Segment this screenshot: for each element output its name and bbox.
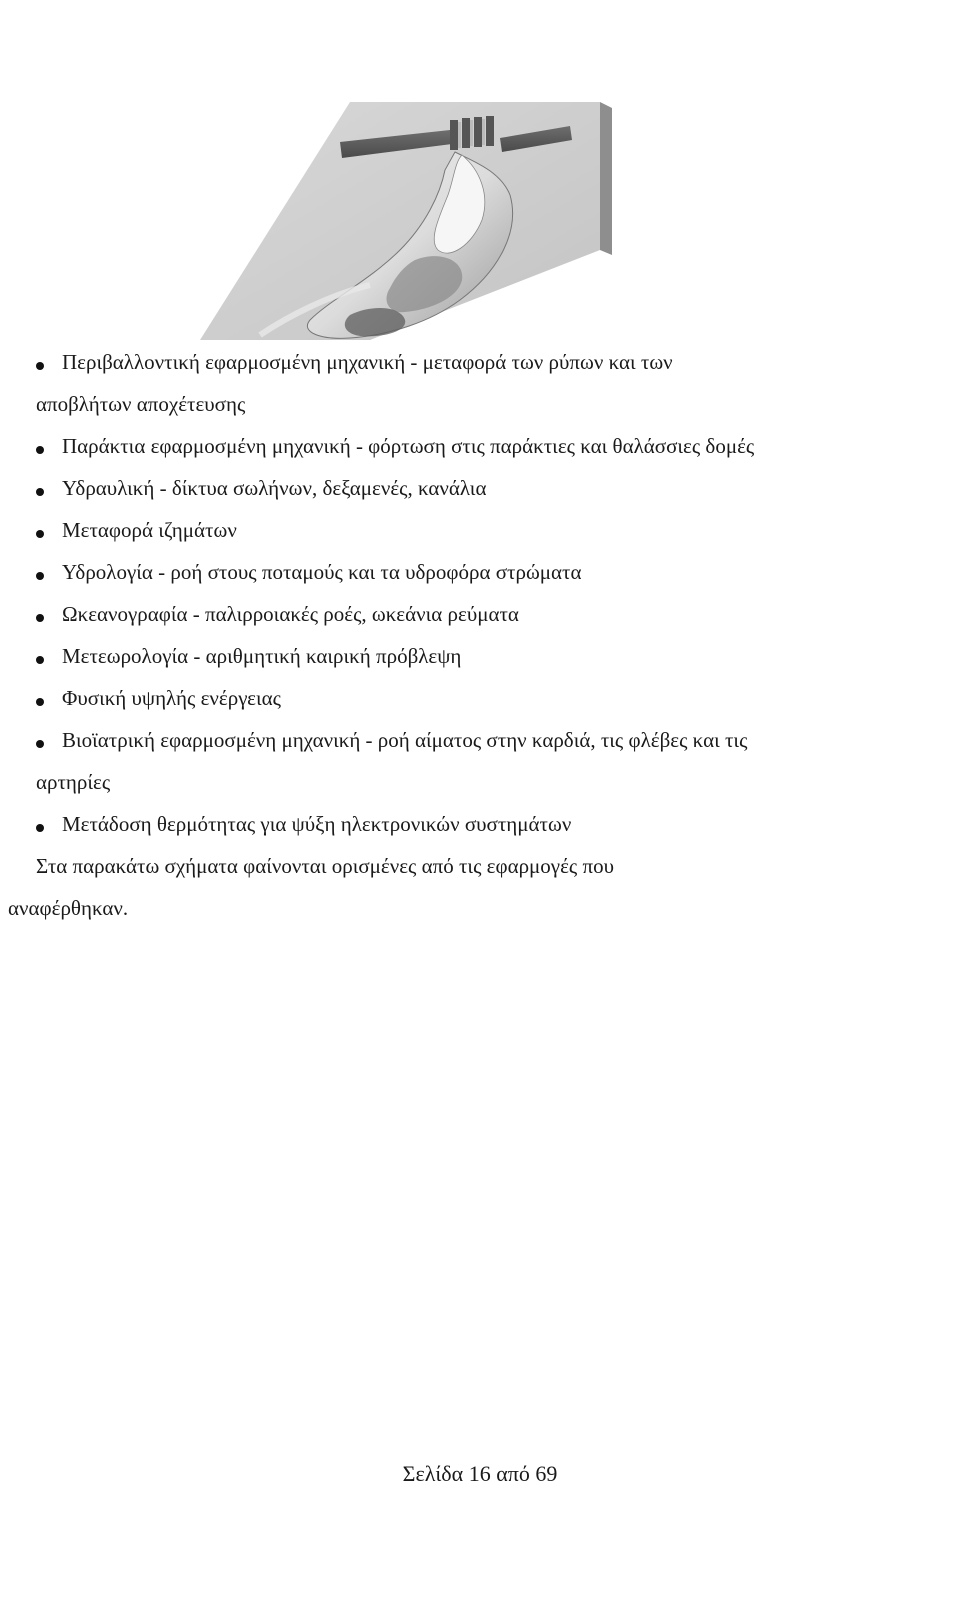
bullet-icon	[36, 824, 44, 832]
list-item-text: Μετάδοση θερμότητας για ψύξη ηλεκτρονικών συστημάτων	[62, 812, 572, 836]
list-item	[36, 520, 816, 562]
list-item	[36, 604, 816, 646]
list-item-text: Παράκτια εφαρμοσμένη μηχανική - φόρτωση στις παράκτιες και θαλάσσιες δομές	[62, 434, 755, 458]
page-number: Σελίδα 16 από 69	[402, 1461, 558, 1486]
bullet-icon	[36, 530, 44, 538]
application-list	[8, 350, 816, 940]
list-item-text: Βιοϊατρική εφαρμοσμένη μηχανική - ροή αίματος στην καρδιά, τις φλέβες και τις	[62, 728, 748, 752]
bullet-icon	[36, 614, 44, 622]
list-item	[36, 646, 816, 688]
terrain-side	[600, 102, 612, 255]
bullet-icon	[36, 446, 44, 454]
list-item-text: Φυσική υψηλής ενέργειας	[62, 686, 281, 710]
body-paragraph	[8, 854, 816, 940]
flow-simulation-figure	[200, 100, 620, 345]
bullet-icon	[36, 362, 44, 370]
bullet-icon	[36, 572, 44, 580]
paragraph-line: Στα παρακάτω σχήματα φαίνονται ορισμένες από τις εφαρμογές που	[36, 854, 614, 878]
bullet-icon	[36, 740, 44, 748]
list-item-text: Υδρολογία - ροή στους ποταμούς και τα υδροφόρα στρώματα	[62, 560, 582, 584]
list-item-text-continued: αποβλήτων αποχέτευσης	[36, 392, 246, 416]
list-item-text: Μεταφορά ιζημάτων	[62, 518, 237, 542]
bullet-icon	[36, 656, 44, 664]
list-item	[36, 688, 816, 730]
list-item	[36, 436, 816, 478]
list-item	[36, 814, 816, 856]
bullet-icon	[36, 488, 44, 496]
list-item	[36, 730, 816, 814]
list-item	[36, 562, 816, 604]
bullet-icon	[36, 698, 44, 706]
list-item-text: Ωκεανογραφία - παλιρροιακές ροές, ωκεάνια ρεύματα	[62, 602, 519, 626]
list-item	[36, 478, 816, 520]
list-item-text: Υδραυλική - δίκτυα σωλήνων, δεξαμενές, κανάλια	[62, 476, 487, 500]
list-item	[36, 352, 816, 436]
paragraph-line-continued: αναφέρθηκαν.	[8, 896, 129, 920]
list-item-text-continued: αρτηρίες	[36, 770, 111, 794]
list-item-text: Μετεωρολογία - αριθμητική καιρική πρόβλεψη	[62, 644, 462, 668]
list-item-text: Περιβαλλοντική εφαρμοσμένη μηχανική - μεταφορά των ρύπων και των	[62, 350, 673, 374]
